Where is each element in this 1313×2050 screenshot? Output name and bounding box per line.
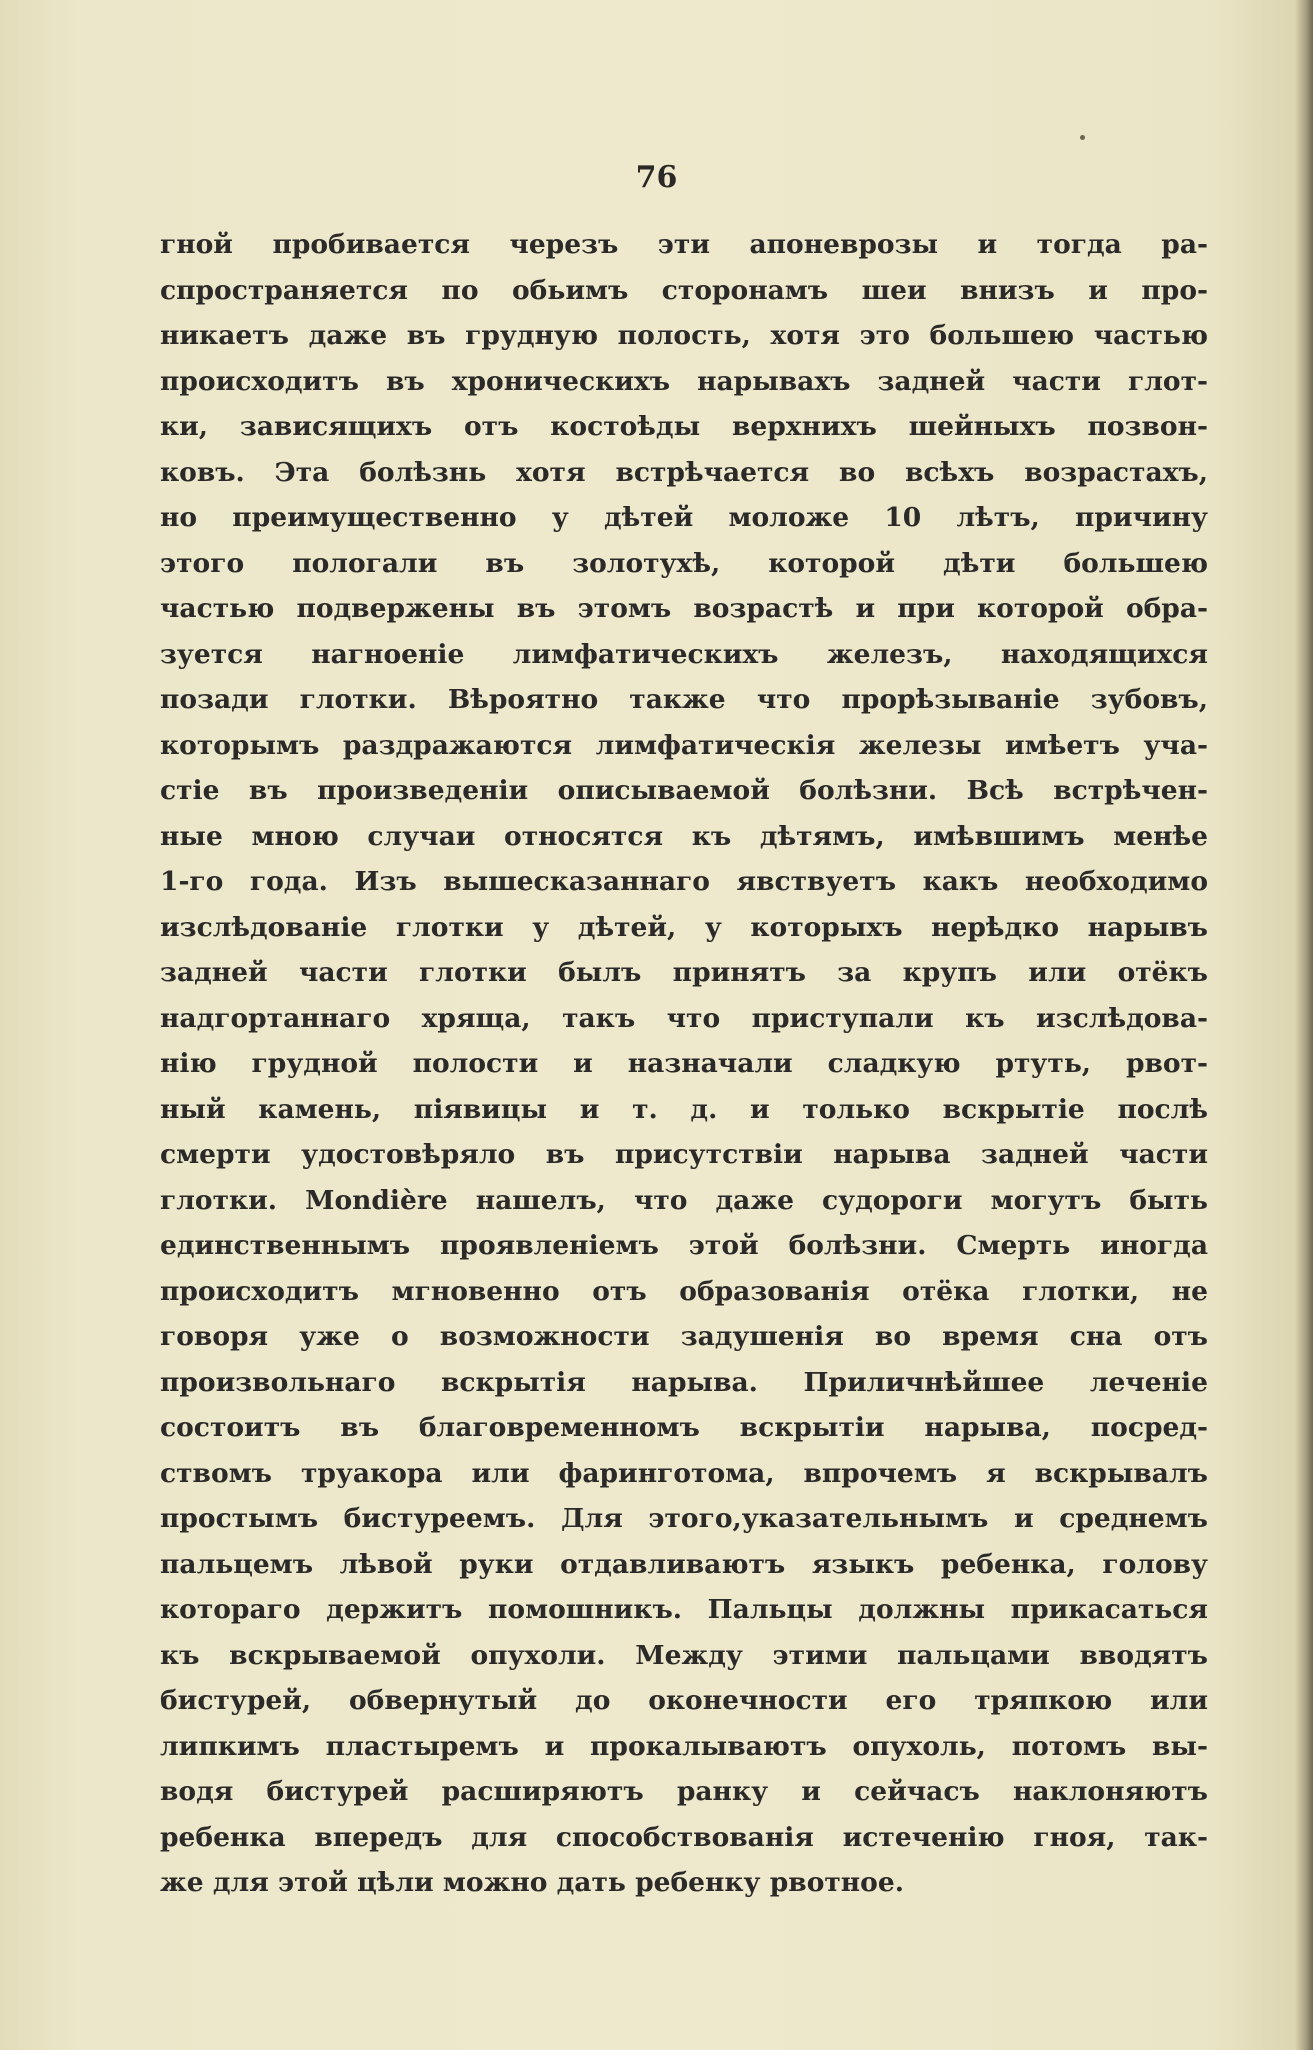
- text-line: ребенка впередъ для способствованія истеченію гноя, так-: [160, 1821, 1208, 1853]
- text-line: котораго держитъ помошникъ. Пальцы должны прикасаться: [160, 1594, 1208, 1625]
- text-line: надгортаннаго хряща, такъ что приступали къ изслѣдова-: [160, 1002, 1208, 1034]
- text-line: происходитъ мгновенно отъ образованія отёка глотки, не: [160, 1275, 1208, 1307]
- text-line: же для этой цѣли можно дать ребенку рвотное.: [160, 1867, 904, 1898]
- text-line: изслѣдованіе глотки у дѣтей, у которыхъ нерѣдко нарывъ: [160, 911, 1208, 943]
- text-line: позади глотки. Вѣроятно также что прорѣзываніе зубовъ,: [160, 684, 1208, 715]
- text-line: никаетъ даже въ грудную полость, хотя это большею частью: [160, 320, 1208, 351]
- text-line: единственнымъ проявленіемъ этой болѣзни. Смерть иногда: [160, 1230, 1208, 1261]
- text-line: произвольнаго вскрытія нарыва. Приличнѣйшее леченіе: [160, 1366, 1208, 1398]
- text-line: нію грудной полости и назначали сладкую ртуть, рвот-: [160, 1048, 1208, 1079]
- text-line: глотки. Mondière нашелъ, что даже судороги могутъ быть: [160, 1184, 1208, 1216]
- page-edge-shadow: [1295, 0, 1313, 2050]
- text-line: задней части глотки былъ принятъ за крупъ или отёкъ: [160, 957, 1208, 988]
- text-line: зуется нагноеніе лимфатическихъ железъ, находящихся: [160, 638, 1208, 670]
- text-line: ный камень, піявицы и т. д. и только вскрытіе послѣ: [160, 1093, 1208, 1125]
- text-line: говоря уже о возможности задушенія во время сна отъ: [160, 1321, 1208, 1352]
- text-line: смерти удостовѣряло въ присутствіи нарыва задней части: [160, 1139, 1208, 1170]
- text-line: къ вскрываемой опухоли. Между этими пальцами вводятъ: [160, 1639, 1208, 1671]
- text-line: липкимъ пластыремъ и прокалываютъ опухоль, потомъ вы-: [160, 1730, 1208, 1762]
- text-line: пальцемъ лѣвой руки отдавливаютъ языкъ ребенка, голову: [160, 1548, 1208, 1580]
- text-line: происходитъ въ хроническихъ нарывахъ задней части глот-: [160, 365, 1208, 397]
- text-line: гной пробивается черезъ эти апоневрозы и тогда ра-: [160, 229, 1208, 260]
- text-line: 1-го года. Изъ вышесказаннаго явствуетъ какъ необходимо: [160, 866, 1208, 897]
- body-text: [160, 222, 1208, 1906]
- text-line: ки, зависящихъ отъ костоѣды верхнихъ шейныхъ позвон-: [160, 411, 1208, 442]
- text-line: спространяется по обьимъ сторонамъ шеи внизъ и про-: [160, 274, 1208, 306]
- text-line: но преимущественно у дѣтей моложе 10 лѣтъ, причину: [160, 502, 1208, 533]
- text-line: ные мною случаи относятся къ дѣтямъ, имѣвшимъ менѣе: [160, 820, 1208, 852]
- text-line: бистурей, обвернутый до оконечности его тряпкою или: [160, 1685, 1208, 1716]
- text-line: которымъ раздражаются лимфатическія железы имѣетъ уча-: [160, 729, 1208, 761]
- text-line: частью подвержены въ этомъ возрастѣ и при которой обра-: [160, 593, 1208, 624]
- text-line: простымъ бистуреемъ. Для этого,указательнымъ и среднемъ: [160, 1503, 1208, 1534]
- text-line: водя бистурей расширяютъ ранку и сейчасъ наклоняютъ: [160, 1776, 1208, 1807]
- page-number: 76: [635, 160, 678, 195]
- text-line: ковъ. Эта болѣзнь хотя встрѣчается во всѣхъ возрастахъ,: [160, 456, 1208, 488]
- text-line: состоитъ въ благовременномъ вскрытіи нарыва, посред-: [160, 1412, 1208, 1443]
- ink-spot: [1080, 135, 1085, 140]
- text-line: ствомъ труакора или фаринготома, впрочемъ я вскрывалъ: [160, 1457, 1208, 1489]
- text-line: этого пологали въ золотухѣ, которой дѣти большею: [160, 547, 1208, 579]
- text-line: стіе въ произведеніи описываемой болѣзни. Всѣ встрѣчен-: [160, 775, 1208, 806]
